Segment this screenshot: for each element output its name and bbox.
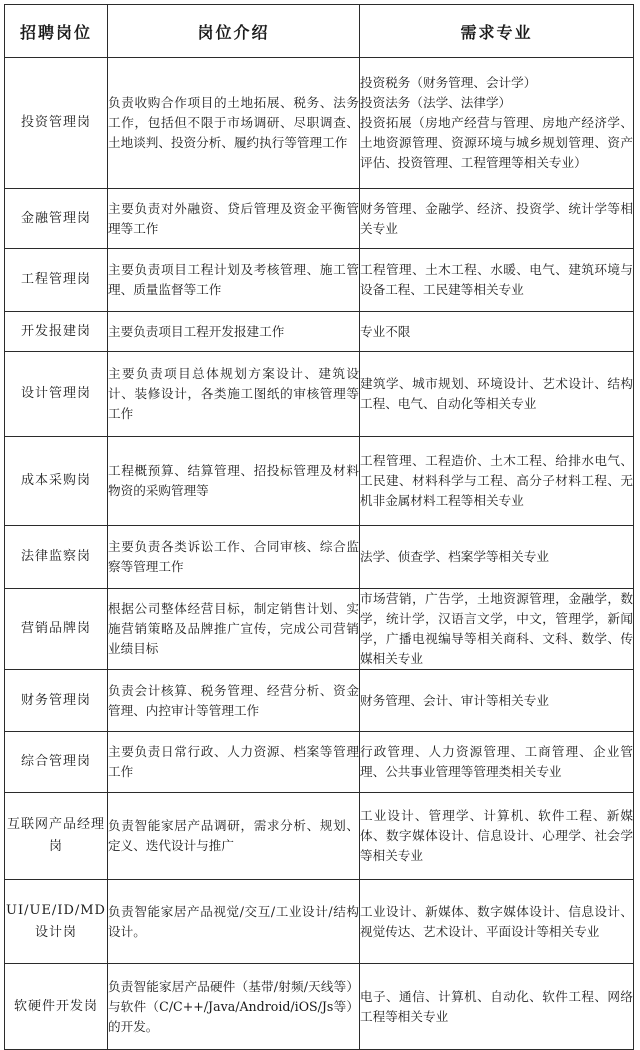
intro-cell: 工程概预算、结算管理、招投标管理及材料物资的采购管理等 xyxy=(108,437,360,526)
header-intro: 岗位介绍 xyxy=(108,5,360,58)
table-row xyxy=(5,249,634,312)
major-line: 投资税务（财务管理、会计学） xyxy=(360,75,537,90)
table-row xyxy=(5,880,634,964)
intro-cell: 主要负责日常行政、人力资源、档案等管理工作 xyxy=(108,732,360,793)
table-row xyxy=(5,670,634,732)
table-row xyxy=(5,793,634,880)
position-cell: 工程管理岗 xyxy=(5,249,108,312)
table-row xyxy=(5,352,634,437)
major-cell xyxy=(360,58,634,189)
table-row xyxy=(5,964,634,1050)
major-cell: 建筑学、城市规划、环境设计、艺术设计、结构工程、电气、自动化等相关专业 xyxy=(360,352,634,437)
intro-cell: 负责智能家居产品视觉/交互/工业设计/结构设计。 xyxy=(108,880,360,964)
header-major: 需求专业 xyxy=(360,5,634,58)
major-cell: 行政管理、人力资源管理、工商管理、企业管理、公共事业管理等管理类相关专业 xyxy=(360,732,634,793)
major-line: 投资法务（法学、法律学） xyxy=(360,95,512,110)
position-cell: 金融管理岗 xyxy=(5,189,108,249)
intro-cell: 主要负责各类诉讼工作、合同审核、综合监察等管理工作 xyxy=(108,526,360,589)
intro-cell: 主要负责项目总体规划方案设计、建筑设计、装修设计，各类施工图纸的审核管理等工作 xyxy=(108,352,360,437)
intro-cell: 主要负责对外融资、贷后管理及资金平衡管理等工作 xyxy=(108,189,360,249)
intro-cell: 根据公司整体经营目标，制定销售计划、实施营销策略及品牌推广宣传，完成公司营销业绩目标 xyxy=(108,589,360,670)
table-row xyxy=(5,732,634,793)
table-row xyxy=(5,189,634,249)
major-cell: 工业设计、管理学、计算机、软件工程、新媒体、数字媒体设计、信息设计、心理学、社会学等相关专业 xyxy=(360,793,634,880)
table-row xyxy=(5,437,634,526)
header-position: 招聘岗位 xyxy=(5,5,108,58)
position-cell: 投资管理岗 xyxy=(5,58,108,189)
position-cell: 营销品牌岗 xyxy=(5,589,108,670)
major-cell: 市场营销，广告学，土地资源管理，金融学，数学，统计学，汉语言文学，中文，管理学，新闻学，广播电视编导等相关商科、文科、数学、传媒相关专业 xyxy=(360,589,634,670)
intro-cell: 负责会计核算、税务管理、经营分析、资金管理、内控审计等管理工作 xyxy=(108,670,360,732)
major-cell: 财务管理、会计、审计等相关专业 xyxy=(360,670,634,732)
intro-cell: 主要负责项目工程开发报建工作 xyxy=(108,312,360,352)
position-cell: 开发报建岗 xyxy=(5,312,108,352)
major-cell: 工程管理、工程造价、土木工程、给排水电气、工民建、材料科学与工程、高分子材料工程、无机非金属材料工程等相关专业 xyxy=(360,437,634,526)
position-cell: 财务管理岗 xyxy=(5,670,108,732)
major-cell: 电子、通信、计算机、自动化、软件工程、网络工程等相关专业 xyxy=(360,964,634,1050)
major-cell: 法学、侦查学、档案学等相关专业 xyxy=(360,526,634,589)
position-cell: UI/UE/ID/MD设计岗 xyxy=(5,880,108,964)
table-row xyxy=(5,526,634,589)
major-line: 投资拓展（房地产经营与管理、房地产经济学、土地资源管理、资源环境与城乡规划管理、资产评估、投资管理、工程管理等相关专业） xyxy=(360,115,633,170)
major-cell: 工程管理、土木工程、水暖、电气、建筑环境与设备工程、工民建等相关专业 xyxy=(360,249,634,312)
position-cell: 设计管理岗 xyxy=(5,352,108,437)
position-cell: 软硬件开发岗 xyxy=(5,964,108,1050)
major-cell: 财务管理、金融学、经济、投资学、统计学等相关专业 xyxy=(360,189,634,249)
position-cell: 综合管理岗 xyxy=(5,732,108,793)
intro-cell: 负责智能家居产品硬件（基带/射频/天线等）与软件（C/C++/Java/Android/iOS/Js等）的开发。 xyxy=(108,964,360,1050)
position-cell: 互联网产品经理岗 xyxy=(5,793,108,880)
table-header-row xyxy=(5,5,634,58)
table-row xyxy=(5,58,634,189)
position-cell: 成本采购岗 xyxy=(5,437,108,526)
intro-cell: 负责智能家居产品调研，需求分析、规划、定义、迭代设计与推广 xyxy=(108,793,360,880)
table-row xyxy=(5,589,634,670)
intro-cell: 主要负责项目工程计划及考核管理、施工管理、质量监督等工作 xyxy=(108,249,360,312)
recruitment-table xyxy=(4,4,634,1050)
table-row xyxy=(5,312,634,352)
major-cell: 专业不限 xyxy=(360,312,634,352)
intro-cell: 负责收购合作项目的土地拓展、税务、法务工作，包括但不限于市场调研、尽职调查、土地谈判、投资分析、履约执行等管理工作 xyxy=(108,58,360,189)
major-cell: 工业设计、新媒体、数字媒体设计、信息设计、视觉传达、艺术设计、平面设计等相关专业 xyxy=(360,880,634,964)
position-cell: 法律监察岗 xyxy=(5,526,108,589)
